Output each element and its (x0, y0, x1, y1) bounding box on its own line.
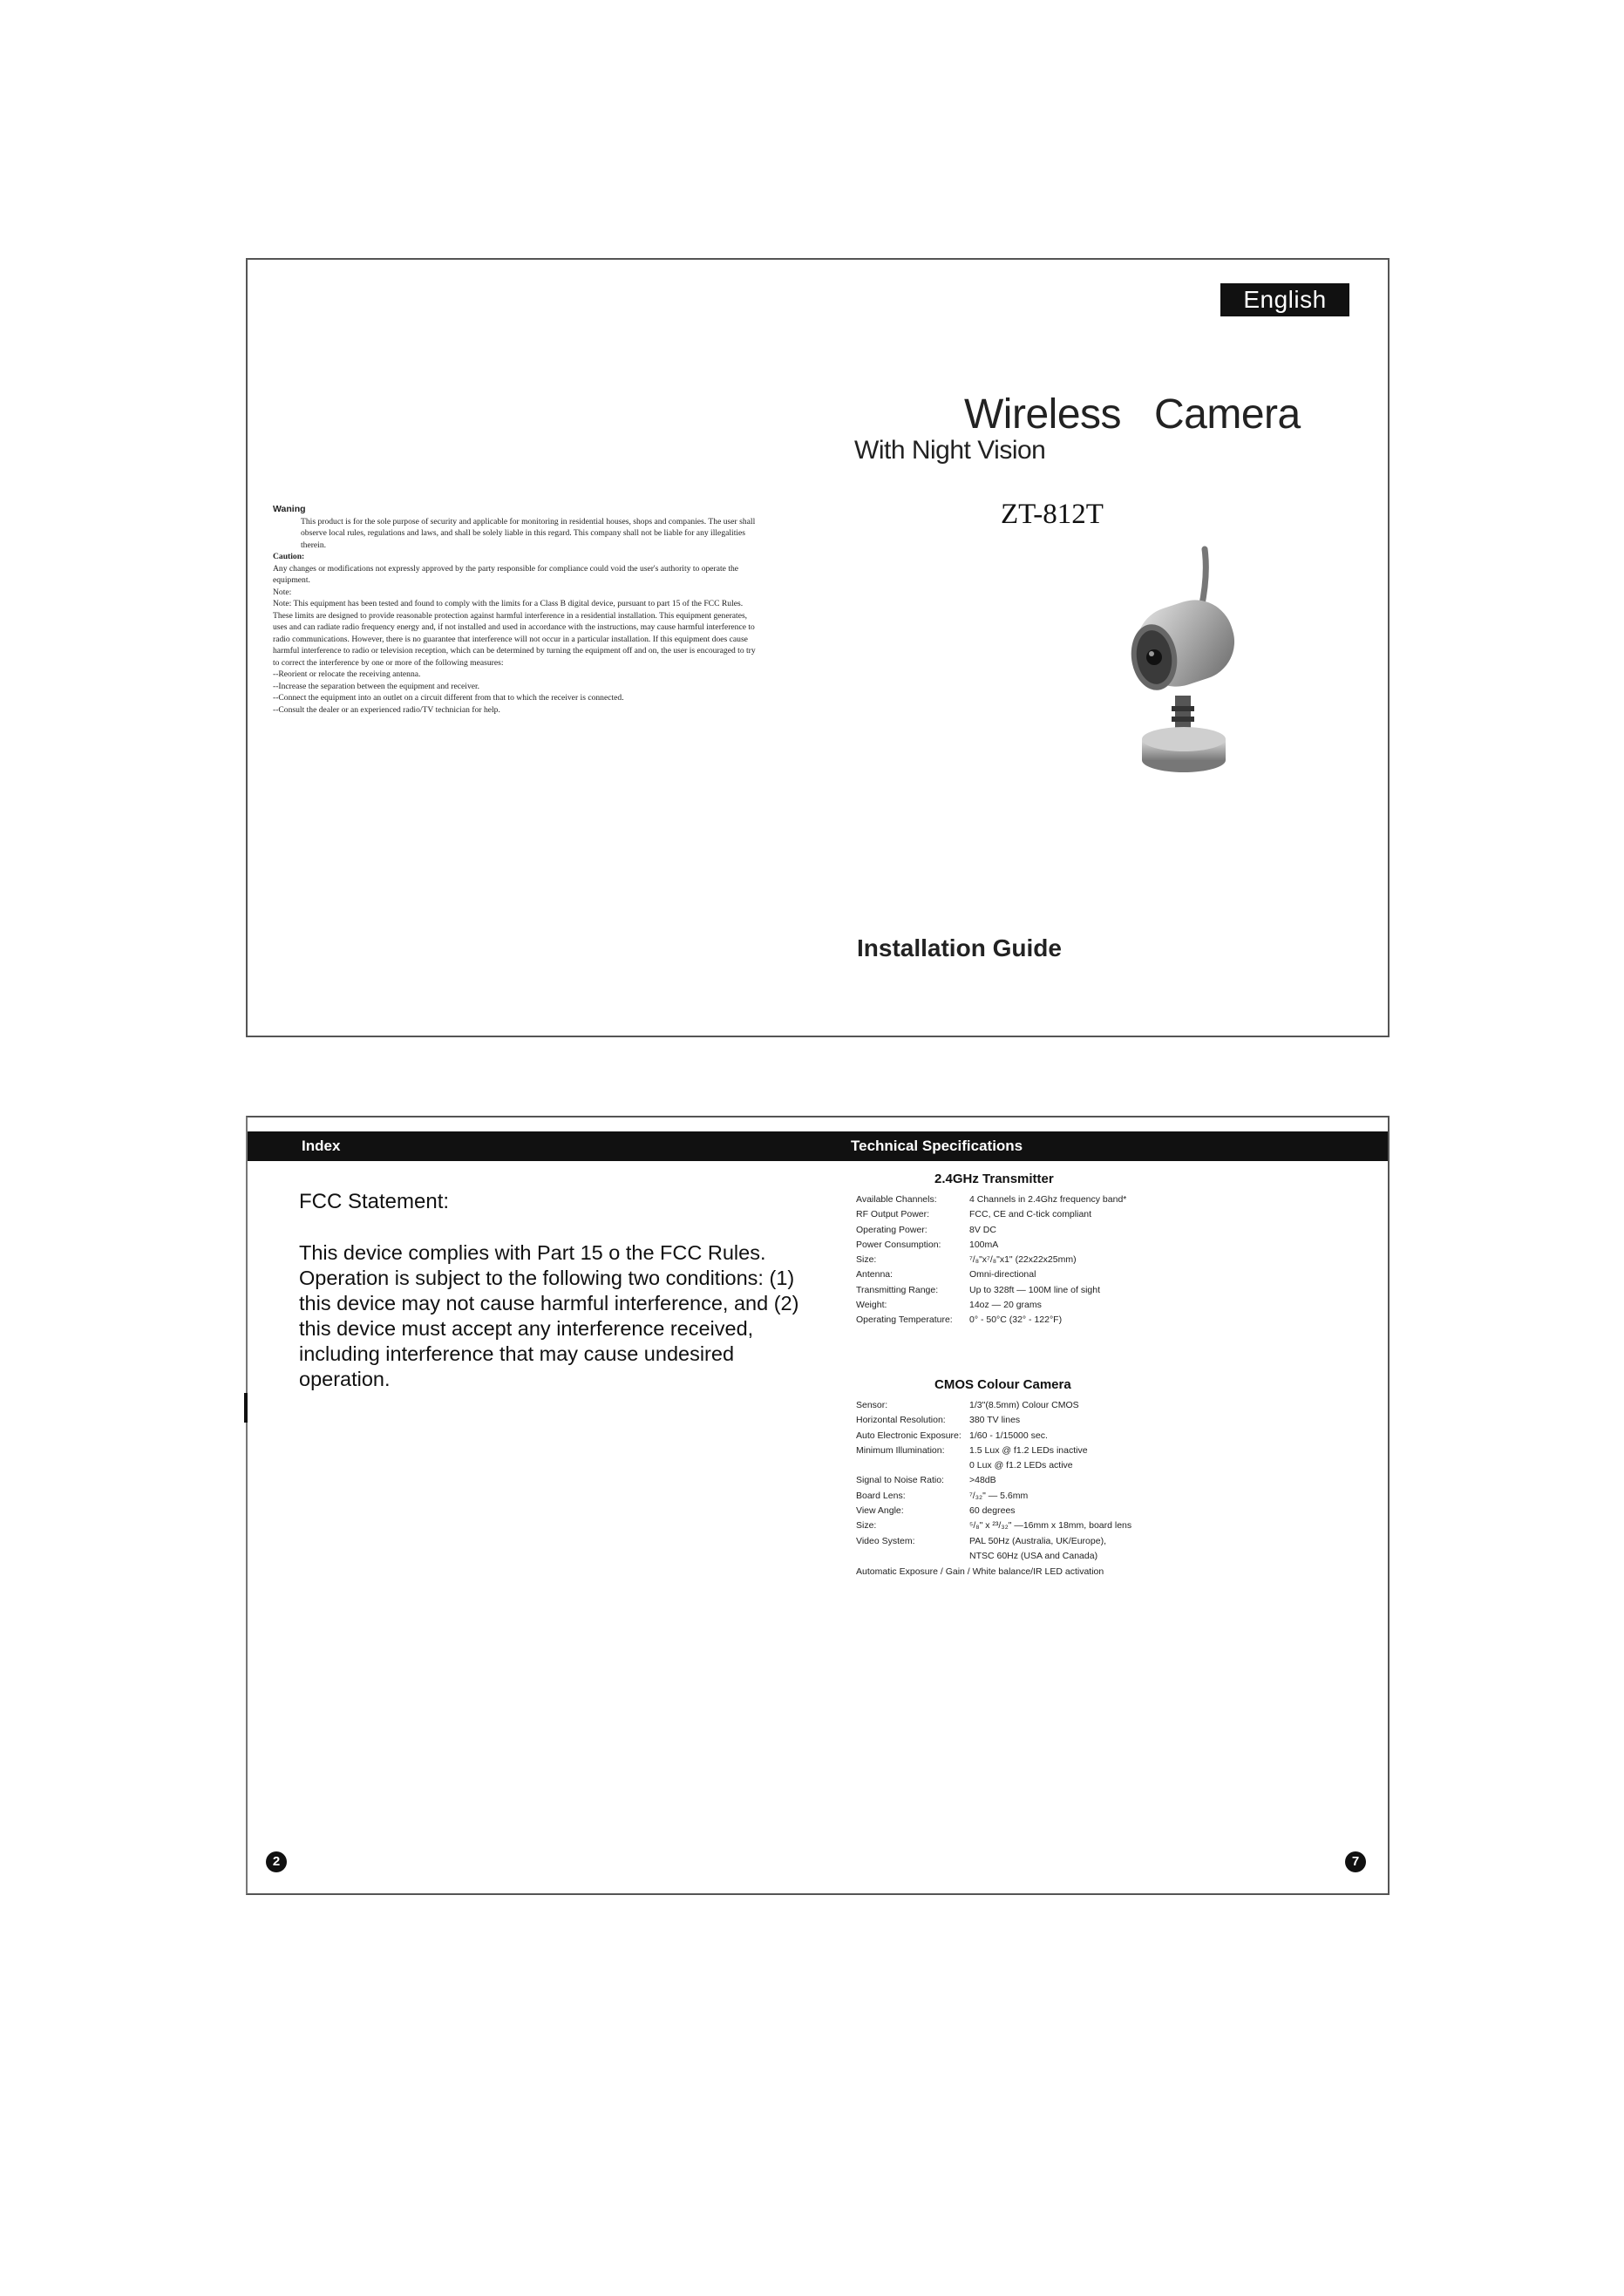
header-bar (248, 1131, 1388, 1161)
camera-features-note: Automatic Exposure / Gain / White balance/IR LED activation (856, 1566, 1104, 1577)
fcc-heading: FCC Statement: (299, 1190, 450, 1213)
table-row (856, 1207, 1126, 1222)
table-row (856, 1504, 1131, 1518)
camera-spec-table (856, 1398, 1131, 1564)
note-label: Note: (273, 587, 292, 597)
spec-key: Size: (856, 1254, 877, 1266)
spec-key: Size: (856, 1520, 877, 1532)
spec-key: Minimum Illumination: (856, 1444, 945, 1456)
transmitter-spec-table (856, 1192, 1126, 1328)
spec-key: Weight: (856, 1300, 887, 1311)
spec-value: >48dB (969, 1475, 996, 1486)
spec-value: 60 degrees (969, 1505, 1016, 1517)
transmitter-heading: 2.4GHz Transmitter (934, 1172, 1054, 1186)
spec-key: Operating Power: (856, 1224, 928, 1235)
spec-key (856, 1549, 969, 1564)
spec-key: Auto Electronic Exposure: (856, 1430, 961, 1441)
tech-spec-header: Technical Specifications (851, 1138, 1023, 1154)
installation-guide-title: Installation Guide (857, 934, 1062, 961)
table-row (856, 1253, 1126, 1267)
measure-item: --Consult the dealer or an experienced radio/TV technician for help. (273, 704, 500, 715)
spec-value: 380 TV lines (969, 1415, 1021, 1426)
table-row (856, 1473, 1131, 1488)
spec-value: 100mA (969, 1239, 999, 1250)
index-page-frame (246, 1116, 1390, 1895)
table-row (856, 1238, 1126, 1253)
spec-key: View Angle: (856, 1505, 904, 1517)
table-row (856, 1283, 1126, 1298)
measure-item: --Reorient or relocate the receiving antenna. (273, 669, 421, 679)
spec-key: Horizontal Resolution: (856, 1415, 946, 1426)
spec-value: 1/3"(8.5mm) Colour CMOS (969, 1400, 1079, 1410)
table-row (856, 1458, 1131, 1473)
spec-value: ⁵/₈" x ²³/₃₂" —16mm x 18mm, board lens (969, 1520, 1132, 1532)
table-row (856, 1313, 1126, 1328)
spec-value: FCC, CE and C-tick compliant (969, 1209, 1092, 1220)
table-row (856, 1518, 1131, 1533)
table-row (856, 1413, 1131, 1428)
spec-value: 4 Channels in 2.4Ghz frequency band* (969, 1194, 1127, 1205)
spec-key: Operating Temperature: (856, 1314, 953, 1326)
table-row (856, 1192, 1126, 1207)
subtitle: With Night Vision (854, 436, 1046, 465)
page-number-left: 2 (266, 1851, 287, 1872)
camera-image (1118, 540, 1248, 793)
table-row (856, 1443, 1131, 1458)
spec-key: Sensor: (856, 1400, 888, 1410)
warning-block (273, 504, 761, 716)
spec-key: Signal to Noise Ratio: (856, 1475, 944, 1486)
note-text: Note: This equipment has been tested and found to comply with the limits for a Class B digital device, pursuant to part 15 of the FCC Rules. These limits are designed to provide reasonable protection against harmful interference in a residential installation. This equipment generates, uses and can radiate radio frequency energy and, if not installed and used in accordance with the instructions, may cause harmful interference to radio communications. However, there is no guarantee that interference will not occur in a particular installation. If this equipment does cause harmful interference to radio or television reception, which can be determined by turning the equipment off and on, the user is encouraged to try to correct the interference by one or more of the following measures: (273, 599, 756, 668)
page-number-right: 7 (1345, 1851, 1366, 1872)
spec-value: 0° - 50°C (32° - 122°F) (969, 1314, 1063, 1326)
table-row (856, 1489, 1131, 1504)
warning-heading: Waning (273, 504, 306, 514)
spec-value: NTSC 60Hz (USA and Canada) (969, 1550, 1098, 1561)
spec-value: 8V DC (969, 1224, 996, 1235)
table-row (856, 1549, 1131, 1564)
spec-value: 14oz — 20 grams (969, 1300, 1042, 1311)
spec-value: ⁷/₈"x⁷/₈"x1" (22x22x25mm) (969, 1254, 1077, 1266)
title-camera: Camera (1154, 391, 1301, 438)
warning-text: This product is for the sole purpose of security and applicable for monitoring in residential houses, shops and companies. The user shall observe local rules, regulations and laws, and shall be solely liable in this regard. This company shall not be liable for any illegalities therein. (301, 516, 756, 550)
spec-value: 1.5 Lux @ f1.2 LEDs inactive (969, 1444, 1088, 1456)
table-row (856, 1298, 1126, 1313)
table-row (856, 1534, 1131, 1549)
spec-value: ⁷/₃₂" — 5.6mm (969, 1490, 1029, 1501)
measure-item: --Connect the equipment into an outlet on a circuit different from that to which the receiver is connected. (273, 693, 624, 703)
spec-key: Video System: (856, 1535, 915, 1546)
spec-key: Power Consumption: (856, 1239, 941, 1250)
model-number: ZT-812T (1001, 499, 1104, 530)
spec-key: Transmitting Range: (856, 1284, 939, 1295)
spec-value: 0 Lux @ f1.2 LEDs active (969, 1460, 1073, 1471)
spec-value: 1/60 - 1/15000 sec. (969, 1430, 1048, 1441)
title-wireless: Wireless (964, 391, 1122, 438)
spec-value: PAL 50Hz (Australia, UK/Europe), (969, 1535, 1106, 1546)
spec-key: RF Output Power: (856, 1209, 930, 1220)
measure-item: --Increase the separation between the equipment and receiver. (273, 681, 480, 691)
table-row (856, 1429, 1131, 1443)
fcc-statement: This device complies with Part 15 o the FCC Rules. Operation is subject to the following two conditions: (1) this device may not cause harmful interference, and (2) this device must accept any interference received, including interference that may cause undesired operation. (299, 1241, 799, 1390)
table-row (856, 1398, 1131, 1413)
page-edge-mark (244, 1393, 248, 1423)
spec-value: Omni-directional (969, 1269, 1036, 1280)
spec-value: Up to 328ft — 100M line of sight (969, 1284, 1100, 1295)
index-header: Index (302, 1138, 341, 1154)
spec-key: Board Lens: (856, 1490, 906, 1501)
table-row (856, 1223, 1126, 1238)
language-badge: English (1220, 283, 1349, 316)
spec-key: Antenna: (856, 1269, 894, 1280)
caution-text: Any changes or modifications not expressly approved by the party responsible for compliance could void the user's authority to operate the equipment. (273, 563, 739, 585)
camera-spec-heading: CMOS Colour Camera (934, 1377, 1071, 1392)
spec-key (856, 1458, 969, 1473)
caution-label: Caution: (273, 552, 305, 561)
spec-key: Available Channels: (856, 1194, 937, 1205)
table-row (856, 1267, 1126, 1282)
